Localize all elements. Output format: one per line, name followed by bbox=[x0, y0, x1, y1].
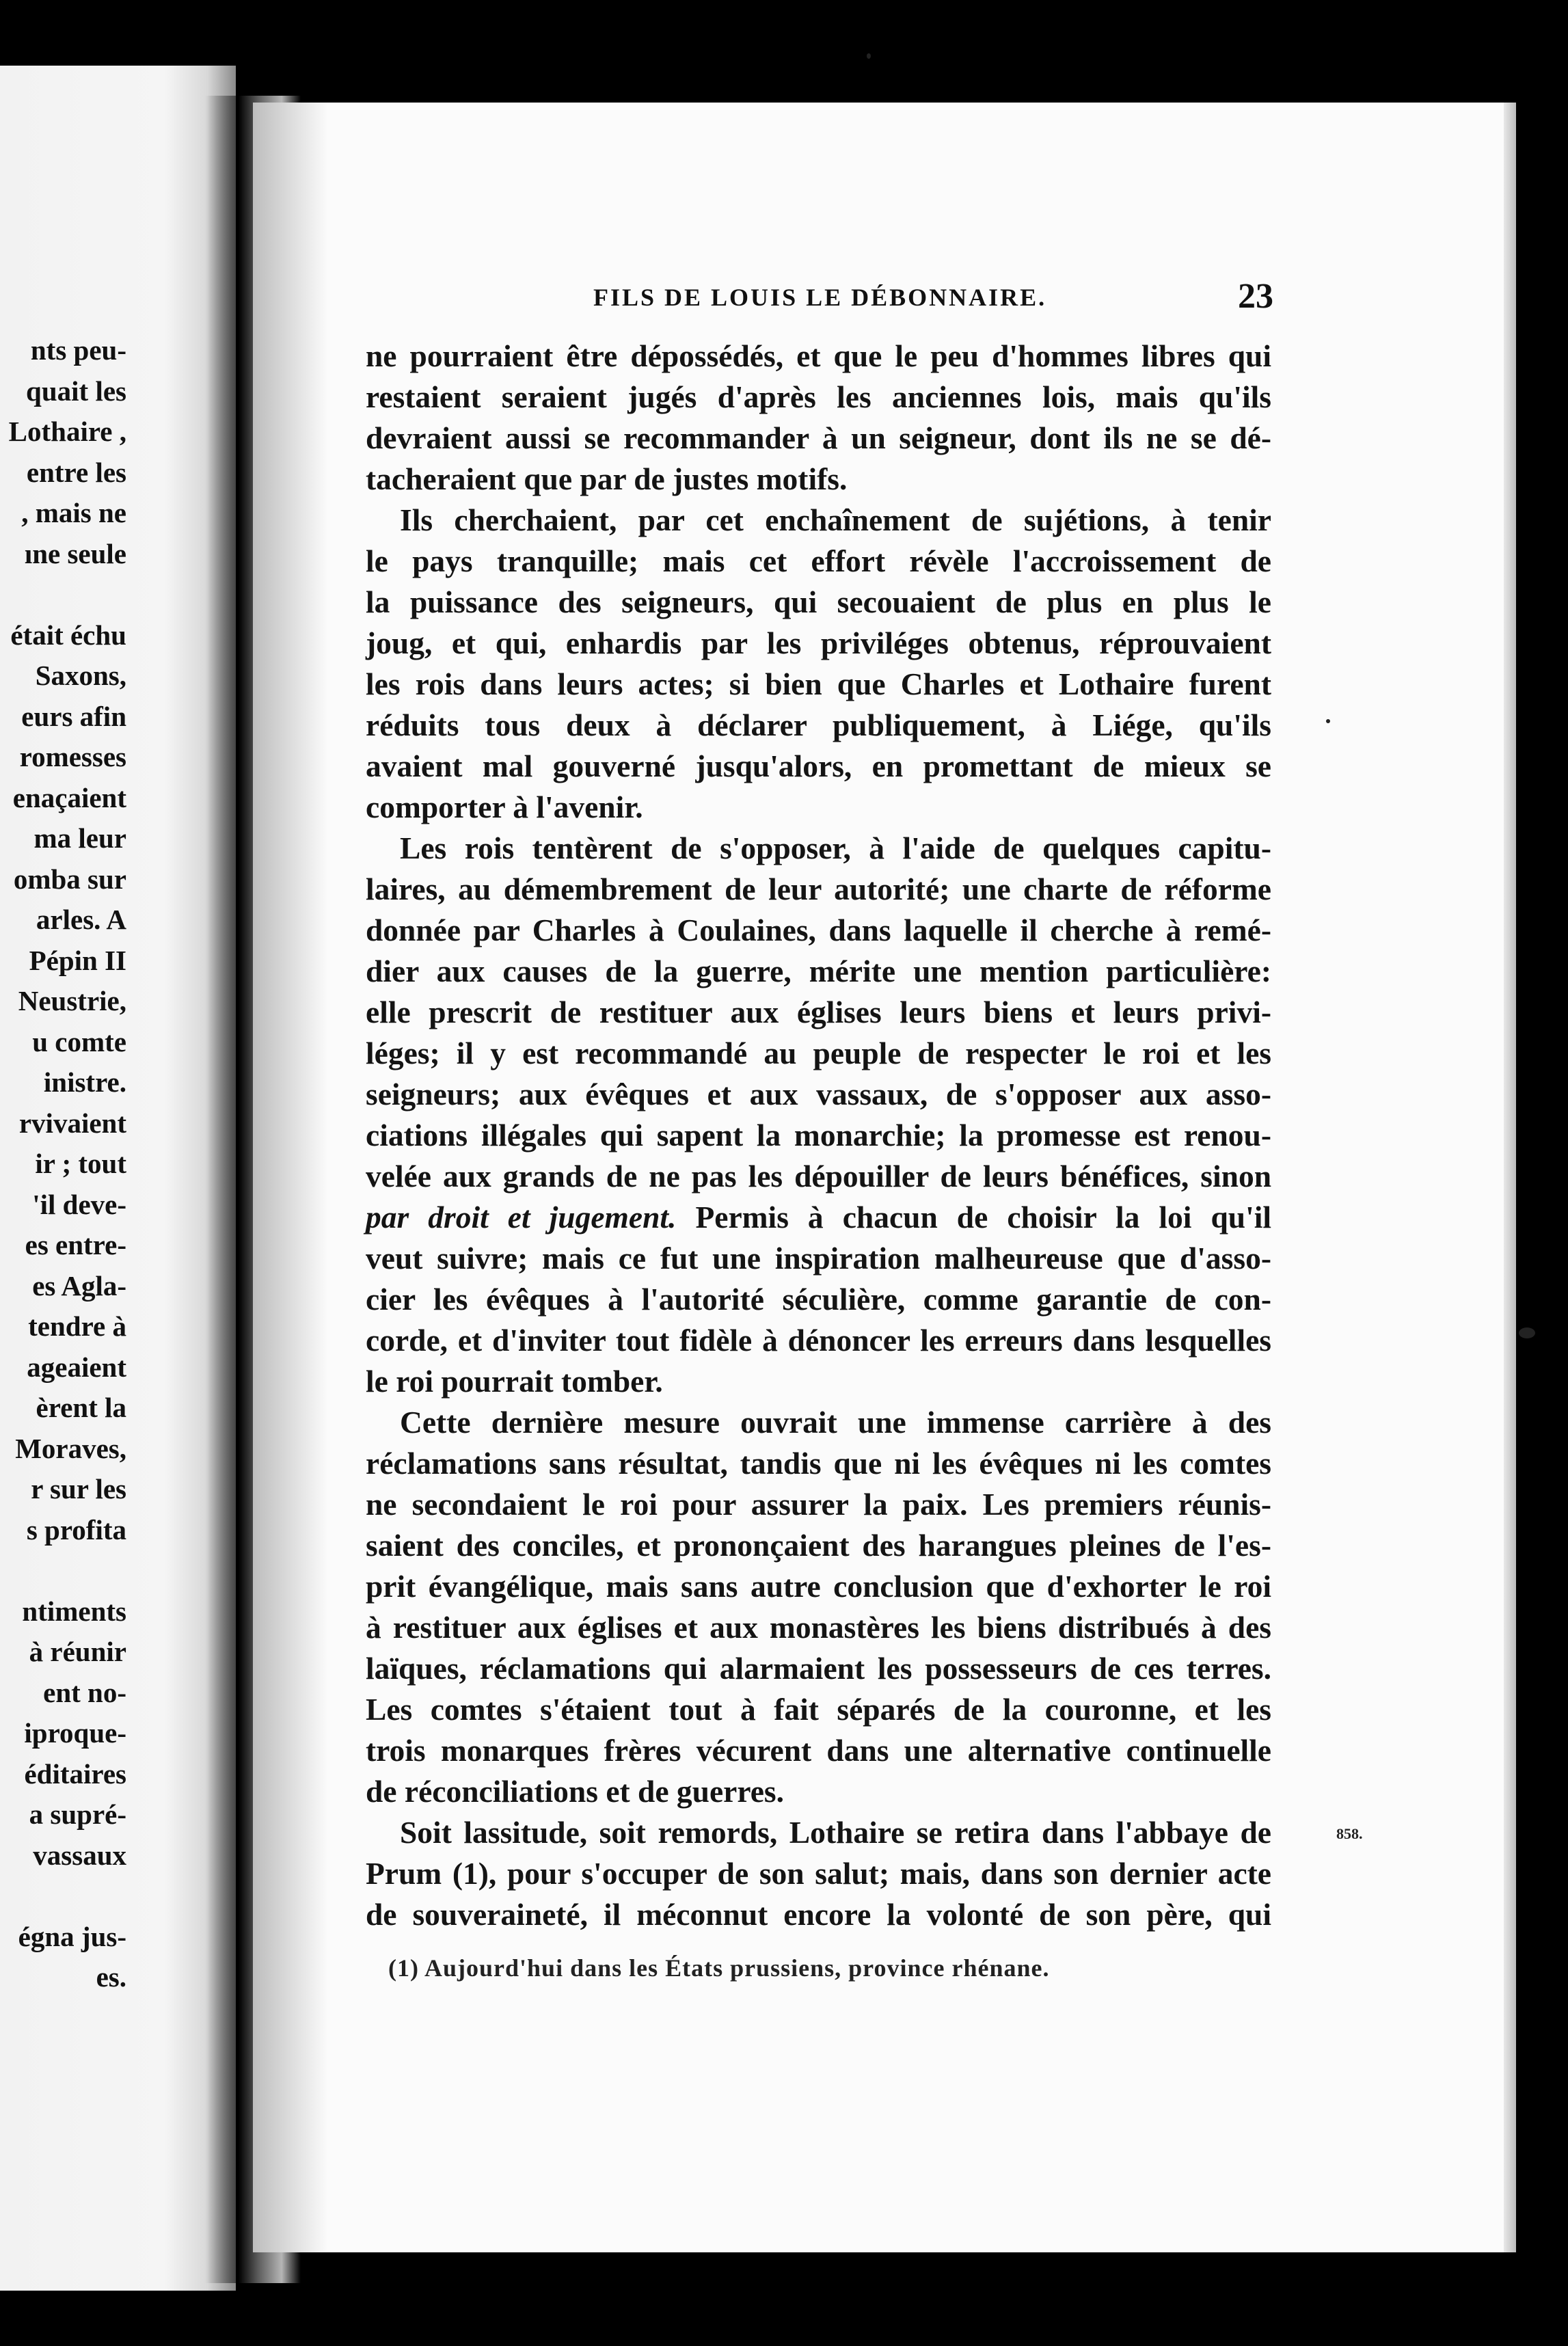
left-page-line: quait les bbox=[26, 375, 126, 407]
running-title: FILS DE LOUIS LE DÉBONNAIRE. bbox=[593, 284, 1047, 311]
page-header bbox=[593, 277, 1273, 321]
text-line: avaient mal gouverné jusqu'alors, en promettant de mieux se bbox=[366, 749, 1271, 783]
page-edge bbox=[1504, 103, 1516, 2252]
left-page-line: arles. A bbox=[36, 904, 126, 935]
text-line: la puissance des seigneurs, qui secouaient de plus en plus le bbox=[366, 584, 1271, 619]
left-page-line: à réunir bbox=[29, 1636, 126, 1667]
text-line: restaient seraient jugés d'après les anciennes lois, mais qu'ils bbox=[366, 379, 1271, 414]
text-line: veut suivre; mais ce fut une inspiration malheureuse que d'asso- bbox=[366, 1241, 1271, 1276]
left-page-line: ageaient bbox=[27, 1351, 126, 1383]
text-line: prit évangélique, mais sans autre conclusion que d'exhorter le roi bbox=[366, 1569, 1271, 1604]
text-line: seigneurs; aux évêques et aux vassaux, de s'opposer aux asso- bbox=[366, 1077, 1271, 1111]
left-page-line: égna jus- bbox=[18, 1920, 126, 1952]
left-page-line: Saxons, bbox=[35, 660, 126, 691]
text-line: par droit et jugement. Permis à chacun de choisir la loi qu'il bbox=[366, 1200, 1271, 1235]
text-line: joug, et qui, enhardis par les priviléges obtenus, réprouvaient bbox=[366, 625, 1271, 660]
text-line: léges; il y est recommandé au peuple de respecter le roi et les bbox=[366, 1036, 1271, 1070]
scan-speck bbox=[867, 53, 871, 59]
text-line: trois monarques frères vécurent dans une alternative continuelle bbox=[366, 1733, 1271, 1768]
left-page-line: Moraves, bbox=[15, 1432, 126, 1464]
text-line: corde, et d'inviter tout fidèle à dénoncer les erreurs dans lesquelles bbox=[366, 1323, 1271, 1358]
text-line: ne pourraient être dépossédés, et que le peu d'hommes libres qui bbox=[366, 338, 1271, 373]
text-line: le roi pourrait tomber. bbox=[366, 1364, 663, 1399]
text-line: comporter à l'avenir. bbox=[366, 790, 643, 824]
text-line: réclamations sans résultat, tandis que ni les évêques ni les comtes bbox=[366, 1446, 1271, 1481]
left-page-line: ir ; tout bbox=[35, 1148, 126, 1179]
text-line: ne secondaient le roi pour assurer la paix. Les premiers réunis- bbox=[366, 1487, 1271, 1522]
text-line: devraient aussi se recommander à un seigneur, dont ils ne se dé- bbox=[366, 420, 1271, 455]
text-line: laires, au démembrement de leur autorité; une charte de réforme bbox=[366, 872, 1271, 906]
text-line: réduits tous deux à déclarer publiquement, à Liége, qu'ils bbox=[366, 707, 1271, 742]
left-page-line: èrent la bbox=[36, 1392, 126, 1423]
left-page-line: ntiments bbox=[22, 1595, 126, 1627]
text-line: elle prescrit de restituer aux églises leurs biens et leurs privi- bbox=[366, 995, 1271, 1029]
text-line: Cette dernière mesure ouvrait une immense carrière à des bbox=[400, 1405, 1271, 1440]
text-line: ciations illégales qui sapent la monarchie; la promesse est renou- bbox=[366, 1118, 1271, 1152]
text-line: cier les évêques à l'autorité séculière, comme garantie de con- bbox=[366, 1282, 1271, 1317]
text-line: Prum (1), pour s'occuper de son salut; mais, dans son dernier acte bbox=[366, 1856, 1271, 1891]
left-page-line: u comte bbox=[32, 1025, 126, 1057]
left-page-line: a supré- bbox=[29, 1798, 126, 1830]
body-text bbox=[366, 336, 1271, 1935]
text-line: tacheraient que par de justes motifs. bbox=[366, 461, 848, 496]
left-page-line: enaçaient bbox=[12, 781, 126, 813]
left-page-line: nts peu- bbox=[30, 334, 126, 366]
left-page-line: eurs afin bbox=[21, 700, 126, 732]
left-page-line: , mais ne bbox=[21, 497, 126, 528]
left-facing-page bbox=[0, 66, 236, 2291]
left-page-line: ma leur bbox=[33, 822, 126, 854]
text-line: donnée par Charles à Coulaines, dans laquelle il cherche à remé- bbox=[366, 913, 1271, 947]
scan-speck bbox=[1326, 719, 1330, 723]
text-line: le pays tranquille; mais cet effort révèle l'accroissement de bbox=[366, 543, 1271, 578]
left-page-line: 'il deve- bbox=[32, 1188, 126, 1220]
left-page-line: iproque- bbox=[24, 1717, 126, 1749]
text-line: les rois dans leurs actes; si bien que Charles et Lothaire furent bbox=[366, 666, 1271, 701]
left-page-line: Pépin II bbox=[29, 944, 126, 976]
left-page-line: es Agla- bbox=[32, 1269, 126, 1302]
left-page-line: ent no- bbox=[43, 1676, 126, 1708]
text-line: Soit lassitude, soit remords, Lothaire se retira dans l'abbaye de bbox=[400, 1815, 1271, 1850]
left-page-line: Neustrie, bbox=[18, 985, 126, 1016]
left-page-line: rvivaient bbox=[18, 1107, 126, 1139]
text-line: de réconciliations et de guerres. bbox=[366, 1774, 785, 1809]
left-page-line: éditaires bbox=[24, 1757, 126, 1790]
text-line: dier aux causes de la guerre, mérite une mention particulière: bbox=[366, 954, 1271, 988]
left-page-line: tendre à bbox=[28, 1310, 126, 1342]
left-page-line: s profita bbox=[26, 1513, 126, 1546]
left-page-line: Lothaire , bbox=[8, 416, 126, 447]
margin-date: 858. bbox=[1336, 1825, 1363, 1842]
left-page-line: vassaux bbox=[33, 1839, 126, 1871]
left-page-line: romesses bbox=[19, 741, 126, 772]
scan-speck bbox=[1519, 1327, 1535, 1338]
italic-phrase: par droit et jugement. bbox=[366, 1200, 677, 1235]
left-page-line: es entre- bbox=[25, 1229, 126, 1260]
text-line: Ils cherchaient, par cet enchaînement de sujétions, à tenir bbox=[400, 502, 1271, 537]
left-page-line: inistre. bbox=[43, 1066, 126, 1098]
text-line: velée aux grands de ne pas les dépouiller de leurs bénéfices, sinon bbox=[366, 1159, 1271, 1194]
left-page-line: ıne seule bbox=[24, 537, 126, 569]
footnote: (1) Aujourd'hui dans les États prussiens, province rhénane. bbox=[388, 1954, 1050, 1982]
left-page-line: omba sur bbox=[13, 863, 126, 895]
text-line: saient des conciles, et prononçaient des harangues pleines de l'es- bbox=[366, 1528, 1271, 1563]
left-page-line: r sur les bbox=[31, 1473, 126, 1505]
left-page-line: es. bbox=[96, 1961, 126, 1993]
left-page-line: entre les bbox=[26, 456, 126, 488]
text-line: laïques, réclamations qui alarmaient les possesseurs de ces terres. bbox=[366, 1651, 1271, 1686]
text-line: Les comtes s'étaient tout à fait séparés de la couronne, et les bbox=[366, 1692, 1271, 1727]
text-line: de souveraineté, il méconnut encore la volonté de son père, qui bbox=[366, 1897, 1271, 1932]
text-line: Les rois tentèrent de s'opposer, à l'aide de quelques capitu- bbox=[400, 831, 1271, 865]
page-number: 23 bbox=[1238, 277, 1273, 316]
text-line: à restituer aux églises et aux monastères les biens distribués à des bbox=[366, 1610, 1271, 1645]
left-page-line: était échu bbox=[10, 619, 126, 651]
